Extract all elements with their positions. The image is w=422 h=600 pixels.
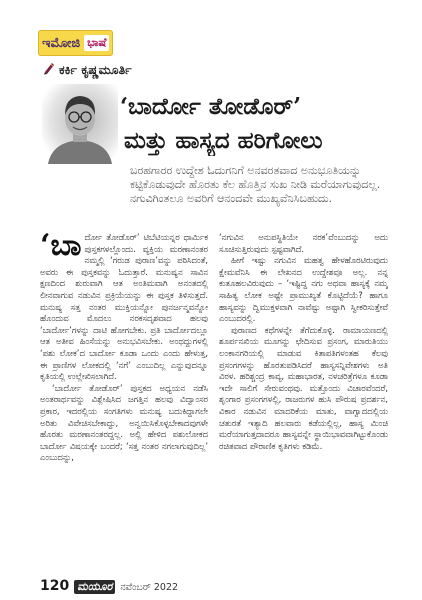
body-column-right	[219, 232, 388, 574]
article-title-line1: ‘ಬಾರ್ದೋ ತೋಡೊರ್’	[120, 93, 302, 120]
column-banner	[38, 30, 113, 56]
body-column-left	[40, 232, 208, 574]
column-banner-word2: ಭಾಷೆ	[84, 35, 109, 51]
body-paragraph: ಪುರಾಣದ ಕಥೆಗಳನ್ನೇ ತೆಗೆದುಕೊಳ್ಳಿ. ರಾಮಾಯಣದಲ್ಲಿ ಶೂರ್ಪನಖಿಯ ಮೂಗನ್ನು ಛೇದಿಸುವ ಪ್ರಸಂಗ, ಮಾರುತಿಯು ಲಂಕಾನಗರಿಯಲ್ಲಿ ಮಾಡುವ ಕಿತಾಪತಿಗಳಂತಹ ಕೆಲವು ಪ್ರಸಂಗಗಳನ್ನು ಹೊರತುಪಡಿಸಿದರೆ ಹಾಸ್ಯಸನ್ನಿವೇಶಗಳು ಅತಿ ವಿರಳ. ಹರಿಶ್ಚಂದ್ರ ಕಾವ್ಯ, ಮಹಾಭಾರತ, ನಳಚರಿತ್ರೆಗಳೂ ಕೂಡಾ ಇದೇ ಸಾಲಿಗೆ ಸೇರುವಂಥವು. ಮತ್ತೊಂದು ವಿಚಾರವೆಂದರೆ, ಶೃಂಗಾರ ಪ್ರಸಂಗಗಳಲ್ಲಿ, ರಾಜರುಗಳ ಹುಸಿ ಪೌರುಷ ಪ್ರದರ್ಶನ, ವಿಕಾರ ನಡುವಿನ ಮಾದರಿಕೆಯ ಮಾತು, ವಾಗ್ವಾದದಲ್ಲಿಯ ಚತುರತೆ ಇತ್ಯಾದಿ ಹಲವಾರು ಕಡೆಯಲ್ಲಿಲ್ಲ, ಹಾಸ್ಯ ಮಿಂಚಿ ಮರೆಯಾಗುತ್ತದಾದರೂ ಹಾಸ್ಯವನ್ನೇ ಸ್ಥಾಯಿಭಾವವಾಗಿಟ್ಟುಕೊಂಡು ರಚಿತವಾದ ಪೌರಾಣಿಕ ಕೃತಿಗಳು ಕಡಿಮೆ.	[219, 324, 388, 451]
page-number: 120	[40, 578, 70, 594]
body-paragraph: ಹೀಗೆ ಇಷ್ಟು ನಗುವಿನ ಮಹತ್ವ ಹೇಳಹೊರಟಿರುವುದು ಕ್ಷೇಮವೆನಿಸಿ ಈ ಲೇಖನದ ಉದ್ದೇಶವೂ ಅಲ್ಲ. ನನ್ನ ಕುತೂಹಲವಿರುವುದು – ‘ಇಷ್ಟಿದ್ದ ನಗು ಅಥವಾ ಹಾಸ್ಯಕ್ಕೆ ನಮ್ಮ ಸಾಹಿತ್ಯ ಲೋಕ ಅಷ್ಟೇ ಪ್ರಾಮುಖ್ಯತೆ ಕೊಟ್ಟಿದೆಯೆ? ಹಾಗೂ ಹಾಸ್ಯವನ್ನು ದ್ವಿಮುಕ್ತಳವಾಗಿ ನಾವೆಷ್ಟು ಅಷ್ಟಾಗಿ ಸ್ವೀಕರಿಸುತ್ತೇವೆ ಎಂಬುದರಲ್ಲಿ.	[219, 255, 388, 324]
column-banner-word1: ಇಮೋಜಿ	[42, 35, 81, 51]
author-name: ಕರ್ಕಿ ಕೃಷ್ಣಮೂರ್ತಿ	[59, 61, 132, 77]
body-paragraph: ‘ಬಾರ್ದೋ ತೋಡೊರ್’ ಪುಸ್ತಕದ ಅಧ್ಯಯನ ನಡೆಸಿ ಅಂತರಾರ್ಥವನ್ನು ವಿಶ್ಲೇಷಿಸಿದ ಜಗತ್ತಿನ ಹಲವು ವಿದ್ವಾಂಸರ ಪ್ರಕಾರ, ಇದರಲ್ಲಿಯ ಸಂಗತಿಗಳು ಮನುಷ್ಯ ಬದುಕಿದ್ದಾಗಲೇ ಅರಿತು ವಿವೇಚಿಸಬೇಕಾದ್ದು, ಅನ್ವಯಿಸಿಕೊಳ್ಳಬೇಕಾದವುಗಳೇ ಹೊರತು ಮರಣಾನಂತರದ್ದಲ್ಲ. ಅಲ್ಲಿ ಹೇಳಿದ ಪಶುಲೋಕದ ಬಾರ್ದೋ ವಿಷಯಕ್ಕೇ ಬಂದರೆ; ‘ಸತ್ತ ನಂತರ ನಗಲಾಗುವುದಿಲ್ಲ’ ಎಂಬುದನ್ನು,	[40, 382, 208, 463]
drop-cap: ‘ಬಾ	[40, 232, 82, 263]
issue-date: ನವೆಂಬರ್ 2022	[120, 582, 179, 593]
pen-icon	[42, 60, 56, 79]
page-footer	[40, 578, 178, 594]
body-paragraph-text: ರ್ದೋ ತೋಡೊರ್’ ಟಿಬೆಟಿಯನ್ನರ ಧಾರ್ಮಿಕ ಪುಸ್ತಕಗಳಲ್ಲೊಂದು. ವ್ಯಕ್ತಿಯ ಮರಣಾನಂತರ ನಮ್ಮಲ್ಲಿ ‘ಗರುಡ ಪುರಾಣ’ವನ್ನು ಪಠಿಸಿದಂತೆ, ಅವರು ಈ ಪುಸ್ತಕವನ್ನು ಓದುತ್ತಾರೆ. ಮನುಷ್ಯನ ಸಾವಿನ ಕ್ಷಣದಿಂದ ಶುರುವಾಗಿ ಆತ ಅಂತಿಮವಾಗಿ ಅನಂತದಲ್ಲಿ ಲೀನವಾಗುವ ನಡುವಿನ ಪ್ರಕ್ರಿಯೆಯನ್ನು ಈ ಪುಸ್ತಕ ತಿಳಿಸುತ್ತದೆ. ಮನುಷ್ಯ ಸತ್ತ ನಂತರ ಮುಕ್ತಿಯನ್ನೋ ಪುನರ್ಜನ್ಮವನ್ನೋ ಹೊಂದುವ ಮೊದಲು ನರಕಸದೃಶವಾದ ಹಲವು ‘ಬಾರ್ದೋ’ಗಳನ್ನು ದಾಟಿ ಹೋಗಬೇಕು. ಪ್ರತಿ ಬಾರ್ದೋದಲ್ಲೂ ಆತ ಅತೀವ ಹಿಂಸೆಯನ್ನು ಅನುಭವಿಸಬೇಕು. ಅಂಥದ್ದುಗಳಲ್ಲಿ ‘ಪಶು ಲೋಕ’ದ ಬಾರ್ದೋ ಕೂಡಾ ಒಂದು ಎಂದು ಹೇಳುತ್ತ, ಈ ಪ್ರಾಣಿಗಳ ಲೋಕದಲ್ಲಿ ‘ನಗೆ’ ಎಂಬುದಿಲ್ಲ ಎನ್ನುವುದನ್ನೂ ಕೃತಿಯಲ್ಲಿ ಉಲ್ಲೇಖಿಸಲಾಗಿದೆ.	[40, 232, 208, 382]
article-title-line2: ಮತ್ತು ಹಾಸ್ಯದ ಹರಿಗೋಲು	[124, 127, 323, 154]
body-paragraph	[40, 232, 208, 383]
article-deck: ಬರಹಗಾರರ ಉದ್ದೇಶ ಓದುಗನಿಗೆ ಅನವರತವಾದ ಅನುಭೂತಿಯನ್ನು ಕಟ್ಟಿಕೊಡುವುದೇ ಹೊರತು ಕೆಲ ಹೊತ್ತಿನ ಸುಖ ನೀಡಿ ಮರೆಯಾಗುವುದಲ್ಲ. ನಗುವಿಗಿಂತಲೂ ಅವರಿಗೆ ಆನಂದವೇ ಮುಖ್ಯವೆನಿಸಿಬಹುದು.	[130, 164, 381, 205]
body-paragraph: ‘ನಗುವಿನ ಅನುಪಸ್ಥಿತಿಯೇ ನರಕ’ವೆಂಬುದನ್ನು ಅದು ಸೂಚಿಸುತ್ತಿರುವುದು ಸ್ಪಷ್ಟವಾಗಿದೆ.	[219, 232, 388, 254]
author-photo	[42, 84, 118, 164]
author-byline	[42, 60, 132, 79]
magazine-logo: ಮಯೂರ	[74, 580, 115, 594]
